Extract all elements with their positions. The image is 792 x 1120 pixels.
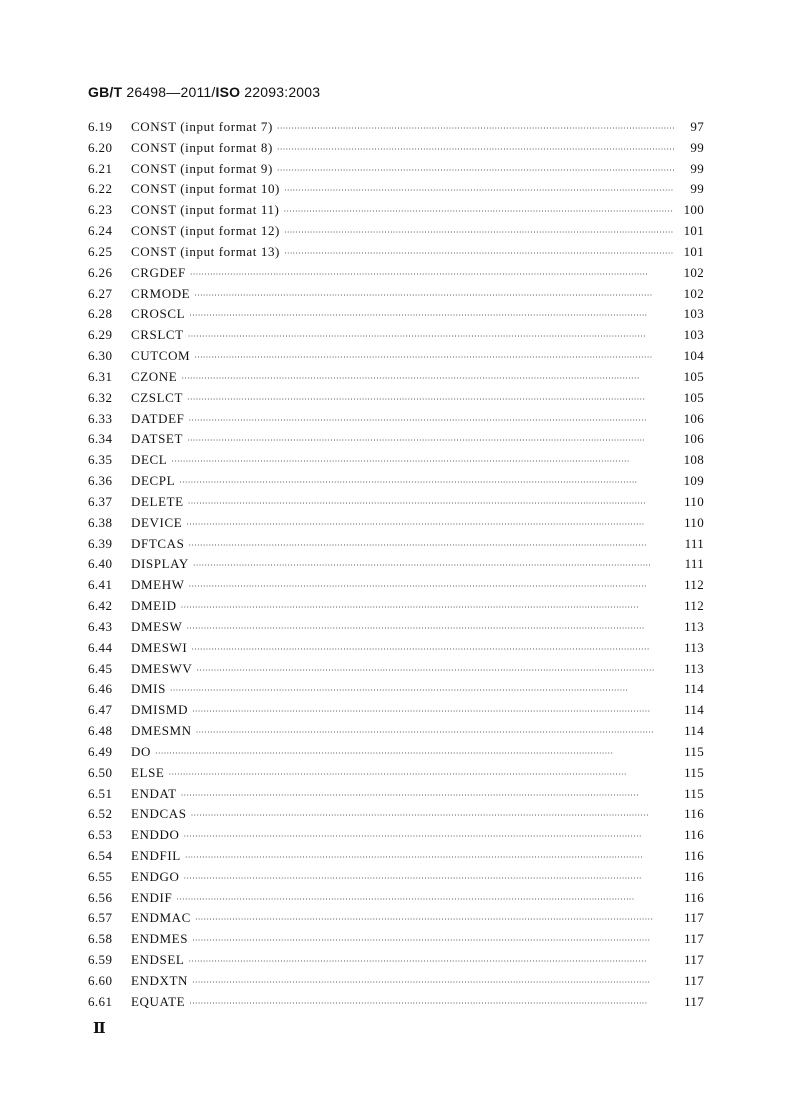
- toc-entry-number: 6.49: [88, 743, 113, 759]
- toc-entry-page: 116: [684, 868, 704, 884]
- toc-entry-title: DFTCAS: [131, 535, 185, 551]
- toc-entry-title: CONST (input format 7): [131, 119, 273, 134]
- toc-entry-title: DISPLAY: [131, 556, 189, 572]
- toc-leader-dots: [195, 915, 674, 924]
- toc-entry-title: DMESWI: [131, 639, 188, 655]
- toc-entry-title: DMISMD: [131, 702, 189, 718]
- toc-leader-dots: [193, 561, 674, 570]
- toc-entry[interactable]: [88, 681, 704, 702]
- toc-leader-dots: [179, 478, 674, 487]
- toc-entry[interactable]: [88, 473, 704, 494]
- toc-leader-dots: [277, 124, 674, 133]
- toc-entry-number: 6.30: [88, 348, 113, 364]
- toc-entry-page: 112: [684, 577, 704, 593]
- toc-leader-dots: [188, 332, 674, 341]
- toc-entry[interactable]: [88, 994, 704, 1015]
- toc-entry-title: CONST (input format 9): [131, 160, 273, 176]
- toc-entry[interactable]: [88, 869, 704, 890]
- toc-leader-dots: [196, 666, 674, 675]
- toc-leader-dots: [155, 749, 674, 758]
- toc-leader-dots: [170, 686, 674, 695]
- toc-entry-number: 6.56: [88, 889, 113, 905]
- toc-entry-title: DO: [131, 743, 151, 759]
- standard-code: GB/T: [88, 84, 123, 100]
- toc-leader-dots: [181, 791, 674, 800]
- toc-entry-number: 6.35: [88, 452, 113, 468]
- toc-entry[interactable]: [88, 848, 704, 869]
- toc-leader-dots: [187, 436, 674, 445]
- toc-leader-dots: [190, 270, 674, 279]
- table-of-contents: [88, 119, 704, 1015]
- toc-entry-number: 6.58: [88, 931, 113, 947]
- toc-leader-dots: [186, 624, 674, 633]
- toc-entry-page: 103: [683, 306, 704, 322]
- toc-entry-title: DECL: [131, 452, 168, 468]
- toc-entry[interactable]: [88, 661, 704, 682]
- toc-leader-dots: [188, 416, 674, 425]
- toc-leader-dots: [176, 895, 674, 904]
- toc-entry-page: 111: [684, 556, 704, 572]
- toc-entry[interactable]: [88, 973, 704, 994]
- page-number: Ⅱ: [93, 1021, 106, 1037]
- toc-entry[interactable]: [88, 723, 704, 744]
- toc-leader-dots: [189, 582, 674, 591]
- toc-leader-dots: [192, 936, 674, 945]
- toc-entry-title: ENDIF: [131, 889, 173, 905]
- toc-entry-number: 6.61: [88, 993, 113, 1009]
- toc-entry-number: 6.22: [88, 181, 113, 197]
- toc-entry-page: 116: [684, 827, 704, 843]
- toc-entry-number: 6.25: [88, 243, 113, 259]
- toc-entry[interactable]: [88, 286, 704, 307]
- toc-entry[interactable]: [88, 265, 704, 286]
- toc-entry-title: ENDCAS: [131, 806, 187, 822]
- toc-leader-dots: [284, 228, 674, 237]
- toc-entry-number: 6.44: [88, 639, 113, 655]
- toc-entry-title: CRGDEF: [131, 264, 186, 280]
- toc-leader-dots: [194, 291, 674, 300]
- toc-entry-page: 100: [683, 202, 704, 218]
- toc-entry-page: 116: [684, 806, 704, 822]
- toc-entry-page: 115: [684, 785, 704, 801]
- toc-entry-title: CONST (input format 13): [131, 243, 280, 259]
- toc-entry-page: 117: [684, 993, 704, 1009]
- toc-entry-title: DECPL: [131, 473, 176, 489]
- toc-entry-number: 6.43: [88, 618, 113, 634]
- toc-entry-page: 105: [683, 368, 704, 384]
- toc-entry-page: 99: [690, 139, 704, 155]
- toc-entry-title: CONST (input format 8): [131, 139, 273, 155]
- toc-leader-dots: [184, 832, 675, 841]
- toc-entry-page: 106: [683, 431, 704, 447]
- toc-entry-title: ENDAT: [131, 785, 177, 801]
- toc-entry[interactable]: [88, 931, 704, 952]
- toc-entry-title: CRSLCT: [131, 327, 184, 343]
- toc-entry-number: 6.55: [88, 868, 113, 884]
- toc-entry[interactable]: [88, 827, 704, 848]
- toc-entry-page: 117: [684, 972, 704, 988]
- toc-leader-dots: [283, 207, 674, 216]
- iso-code: ISO: [215, 84, 241, 100]
- toc-entry-number: 6.47: [88, 702, 113, 718]
- toc-entry-title: DMESMN: [131, 723, 192, 739]
- toc-entry-page: 113: [684, 639, 704, 655]
- toc-entry-number: 6.20: [88, 139, 113, 155]
- toc-entry-title: DATDEF: [131, 410, 185, 426]
- toc-entry-title: CRMODE: [131, 285, 191, 301]
- toc-entry[interactable]: [88, 640, 704, 661]
- toc-leader-dots: [189, 311, 674, 320]
- toc-entry[interactable]: [88, 952, 704, 973]
- toc-entry-page: 111: [684, 535, 704, 551]
- toc-leader-dots: [284, 186, 674, 195]
- toc-entry-title: CZSLCT: [131, 389, 183, 405]
- toc-entry-page: 105: [683, 389, 704, 405]
- toc-entry-page: 103: [683, 327, 704, 343]
- toc-entry-title: CZONE: [131, 368, 178, 384]
- toc-leader-dots: [188, 541, 674, 550]
- toc-leader-dots: [184, 874, 675, 883]
- toc-entry[interactable]: [88, 598, 704, 619]
- toc-entry-page: 106: [683, 410, 704, 426]
- toc-entry[interactable]: [88, 556, 704, 577]
- toc-entry-number: 6.19: [88, 119, 113, 134]
- toc-entry-page: 109: [683, 473, 704, 489]
- toc-entry-page: 113: [684, 660, 704, 676]
- toc-entry-title: DMESW: [131, 618, 183, 634]
- toc-leader-dots: [168, 770, 674, 779]
- toc-entry-number: 6.60: [88, 972, 113, 988]
- toc-entry[interactable]: [88, 702, 704, 723]
- toc-entry-page: 101: [683, 223, 704, 239]
- toc-entry-title: ENDXTN: [131, 972, 189, 988]
- toc-entry[interactable]: [88, 765, 704, 786]
- toc-entry-number: 6.33: [88, 410, 113, 426]
- toc-entry-page: 113: [684, 618, 704, 634]
- toc-entry-title: DATSET: [131, 431, 183, 447]
- toc-entry-number: 6.38: [88, 514, 113, 530]
- toc-entry-page: 108: [683, 452, 704, 468]
- toc-entry-title: ENDGO: [131, 868, 180, 884]
- toc-entry-page: 101: [683, 243, 704, 259]
- toc-entry-number: 6.46: [88, 681, 113, 697]
- toc-entry-title: DMEID: [131, 598, 177, 614]
- toc-entry-page: 102: [683, 264, 704, 280]
- toc-entry-title: DMIS: [131, 681, 166, 697]
- toc-entry[interactable]: [88, 223, 704, 244]
- toc-entry-number: 6.24: [88, 223, 113, 239]
- toc-entry-page: 117: [684, 952, 704, 968]
- toc-entry-title: CONST (input format 10): [131, 181, 280, 197]
- toc-entry-number: 6.37: [88, 493, 113, 509]
- toc-leader-dots: [192, 707, 674, 716]
- toc-entry-title: DELETE: [131, 493, 184, 509]
- toc-entry-page: 114: [684, 681, 704, 697]
- toc-entry-page: 115: [684, 743, 704, 759]
- toc-entry-page: 110: [684, 514, 704, 530]
- iso-number: 22093:2003: [244, 84, 321, 100]
- toc-leader-dots: [188, 499, 674, 508]
- toc-entry[interactable]: [88, 577, 704, 598]
- toc-entry-page: 116: [684, 889, 704, 905]
- toc-entry-number: 6.48: [88, 723, 113, 739]
- toc-entry[interactable]: [88, 119, 704, 140]
- toc-entry[interactable]: [88, 515, 704, 536]
- toc-entry-title: ENDFIL: [131, 847, 181, 863]
- toc-entry-page: 115: [684, 764, 704, 780]
- toc-leader-dots: [181, 603, 674, 612]
- toc-entry-title: DMESWV: [131, 660, 193, 676]
- toc-entry-title: ENDSEL: [131, 952, 185, 968]
- toc-leader-dots: [196, 728, 674, 737]
- toc-entry-page: 110: [684, 493, 704, 509]
- toc-entry-number: 6.34: [88, 431, 113, 447]
- toc-entry-number: 6.52: [88, 806, 113, 822]
- toc-entry-title: ENDMES: [131, 931, 189, 947]
- toc-leader-dots: [181, 374, 674, 383]
- toc-entry-number: 6.41: [88, 577, 113, 593]
- toc-leader-dots: [185, 853, 674, 862]
- toc-entry-number: 6.50: [88, 764, 113, 780]
- toc-entry[interactable]: [88, 348, 704, 369]
- toc-leader-dots: [188, 957, 674, 966]
- toc-entry[interactable]: [88, 536, 704, 557]
- toc-entry[interactable]: [88, 202, 704, 223]
- toc-leader-dots: [189, 999, 674, 1008]
- toc-entry[interactable]: [88, 494, 704, 515]
- toc-entry[interactable]: [88, 181, 704, 202]
- toc-entry[interactable]: [88, 369, 704, 390]
- toc-entry-title: CROSCL: [131, 306, 186, 322]
- toc-entry[interactable]: [88, 619, 704, 640]
- toc-entry-number: 6.32: [88, 389, 113, 405]
- toc-entry-page: 117: [684, 931, 704, 947]
- toc-entry-number: 6.21: [88, 160, 113, 176]
- toc-entry-number: 6.53: [88, 827, 113, 843]
- toc-leader-dots: [171, 457, 674, 466]
- toc-entry-number: 6.51: [88, 785, 113, 801]
- toc-entry[interactable]: [88, 452, 704, 473]
- toc-entry-number: 6.54: [88, 847, 113, 863]
- toc-leader-dots: [191, 645, 674, 654]
- toc-entry-page: 102: [683, 285, 704, 301]
- toc-entry-number: 6.45: [88, 660, 113, 676]
- toc-entry[interactable]: [88, 327, 704, 348]
- toc-entry-page: 114: [684, 723, 704, 739]
- toc-entry-number: 6.27: [88, 285, 113, 301]
- toc-entry[interactable]: [88, 890, 704, 911]
- toc-leader-dots: [192, 978, 674, 987]
- toc-entry-page: 112: [684, 598, 704, 614]
- toc-entry-title: ELSE: [131, 764, 165, 780]
- toc-entry-page: 99: [690, 160, 704, 176]
- toc-entry[interactable]: [88, 910, 704, 931]
- toc-entry-number: 6.40: [88, 556, 113, 572]
- toc-entry-title: ENDMAC: [131, 910, 191, 926]
- toc-entry-number: 6.39: [88, 535, 113, 551]
- toc-entry-page: 117: [684, 910, 704, 926]
- toc-entry-title: EQUATE: [131, 993, 186, 1009]
- toc-entry-title: CONST (input format 12): [131, 223, 280, 239]
- toc-entry-page: 97: [690, 119, 704, 134]
- toc-entry[interactable]: [88, 411, 704, 432]
- standard-number: 26498—2011/: [126, 84, 216, 100]
- toc-entry-page: 99: [690, 181, 704, 197]
- toc-entry[interactable]: [88, 306, 704, 327]
- toc-entry[interactable]: [88, 786, 704, 807]
- toc-entry-number: 6.26: [88, 264, 113, 280]
- toc-entry-page: 116: [684, 847, 704, 863]
- toc-entry-title: DEVICE: [131, 514, 183, 530]
- toc-leader-dots: [194, 353, 674, 362]
- toc-entry-number: 6.57: [88, 910, 113, 926]
- toc-entry-number: 6.29: [88, 327, 113, 343]
- toc-entry[interactable]: [88, 244, 704, 265]
- toc-leader-dots: [277, 166, 674, 175]
- toc-entry-title: CUTCOM: [131, 348, 191, 364]
- toc-entry-page: 104: [683, 348, 704, 364]
- toc-leader-dots: [186, 520, 674, 529]
- toc-entry-number: 6.36: [88, 473, 113, 489]
- toc-entry[interactable]: [88, 431, 704, 452]
- toc-entry-number: 6.59: [88, 952, 113, 968]
- document-header: [88, 84, 320, 100]
- toc-entry[interactable]: [88, 140, 704, 161]
- toc-leader-dots: [277, 145, 674, 154]
- toc-leader-dots: [284, 249, 674, 258]
- toc-entry-title: DMEHW: [131, 577, 185, 593]
- toc-entry-number: 6.31: [88, 368, 113, 384]
- toc-entry[interactable]: [88, 390, 704, 411]
- toc-entry-title: CONST (input format 11): [131, 202, 280, 218]
- toc-entry[interactable]: [88, 806, 704, 827]
- toc-entry[interactable]: [88, 744, 704, 765]
- toc-leader-dots: [187, 395, 674, 404]
- toc-leader-dots: [191, 811, 674, 820]
- toc-entry[interactable]: [88, 161, 704, 182]
- toc-entry-number: 6.28: [88, 306, 113, 322]
- toc-entry-page: 114: [684, 702, 704, 718]
- toc-entry-number: 6.23: [88, 202, 113, 218]
- toc-entry-title: ENDDO: [131, 827, 180, 843]
- toc-entry-number: 6.42: [88, 598, 113, 614]
